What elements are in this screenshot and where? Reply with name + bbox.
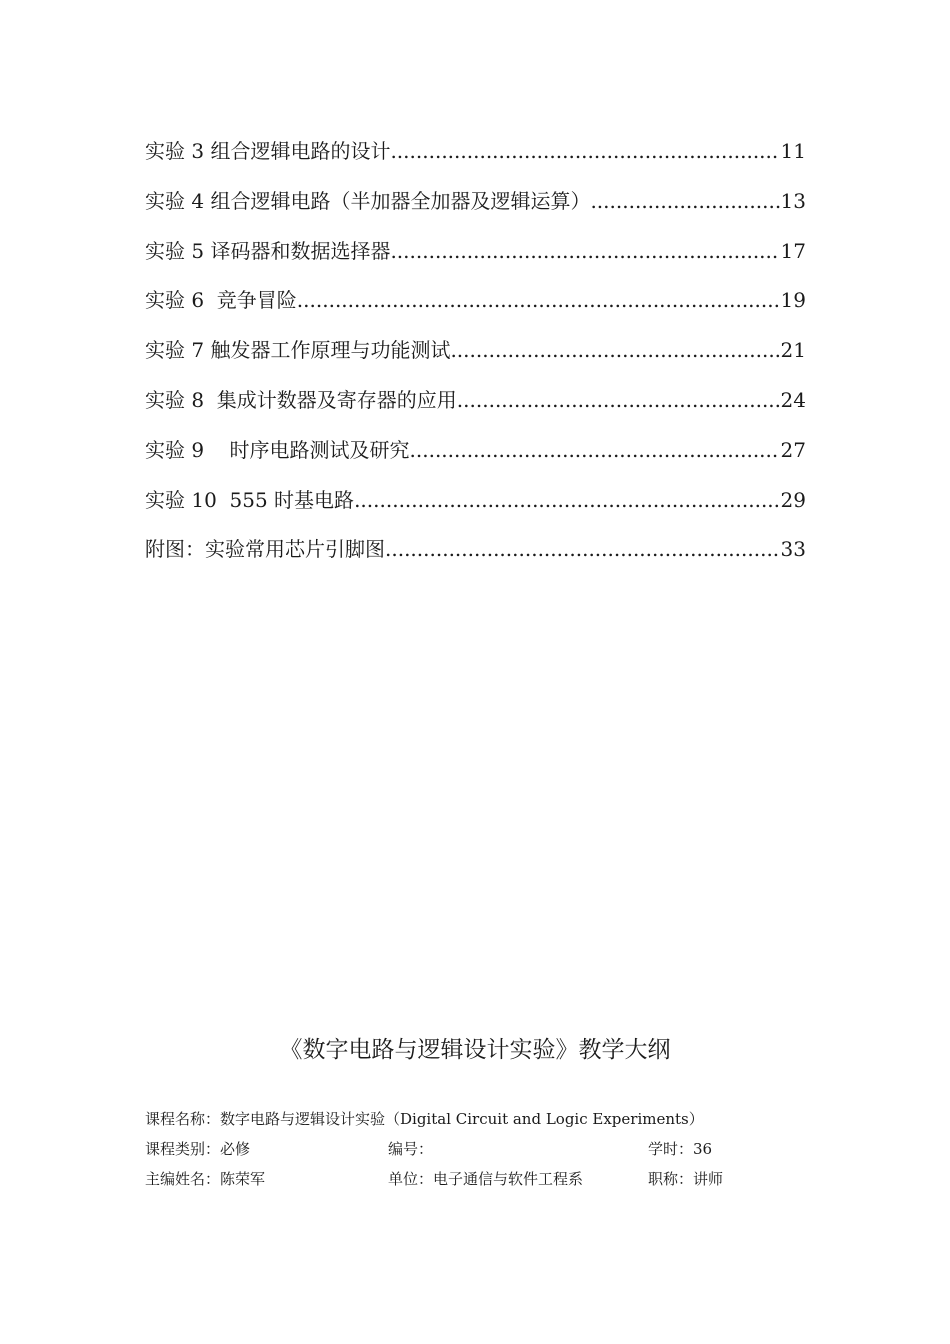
toc-entry[interactable] bbox=[145, 185, 806, 235]
toc-dot-leader bbox=[410, 434, 780, 466]
toc-entry-title: 实验 7 触发器工作原理与功能测试 bbox=[145, 338, 451, 363]
toc-entry-page: 27 bbox=[780, 437, 806, 462]
editor-row bbox=[145, 1168, 845, 1190]
course-type: 课程类别：必修 bbox=[145, 1140, 251, 1158]
toc-entry-title: 实验 4 组合逻辑电路（半加器全加器及逻辑运算） bbox=[145, 188, 591, 213]
toc-entry-title: 实验 5 译码器和数据选择器 bbox=[145, 238, 391, 263]
toc-entry[interactable] bbox=[145, 384, 806, 434]
toc-dot-leader bbox=[385, 533, 780, 565]
toc-dot-leader bbox=[450, 334, 779, 366]
toc-entry-page: 29 bbox=[780, 487, 806, 512]
toc-entry-title: 实验 6 竞争冒险 bbox=[145, 288, 297, 313]
toc-dot-leader bbox=[390, 135, 779, 167]
toc-dot-leader bbox=[297, 284, 780, 316]
toc-entry-page: 11 bbox=[780, 139, 806, 163]
toc-entry[interactable] bbox=[145, 284, 806, 334]
toc-entry-title: 实验 9 时序电路测试及研究 bbox=[145, 437, 410, 462]
table-of-contents bbox=[145, 135, 806, 583]
toc-entry-page: 33 bbox=[780, 537, 806, 562]
course-name: 课程名称：数字电路与逻辑设计实验（Digital Circuit and Logic Experiments） bbox=[145, 1110, 704, 1128]
toc-entry-title: 实验 3 组合逻辑电路的设计 bbox=[145, 139, 391, 163]
toc-entry-page: 13 bbox=[780, 188, 806, 213]
toc-dot-leader bbox=[354, 484, 779, 516]
toc-entry[interactable] bbox=[145, 533, 806, 583]
course-hours: 学时：36 bbox=[648, 1140, 713, 1158]
toc-entry[interactable] bbox=[145, 434, 806, 484]
toc-entry[interactable] bbox=[145, 135, 806, 185]
toc-entry-page: 19 bbox=[780, 288, 806, 313]
editor-unit: 单位：电子通信与软件工程系 bbox=[388, 1170, 584, 1188]
toc-entry[interactable] bbox=[145, 484, 806, 534]
editor-title: 职称：讲师 bbox=[648, 1170, 724, 1188]
toc-entry-title: 实验 8 集成计数器及寄存器的应用 bbox=[145, 387, 457, 412]
toc-dot-leader bbox=[457, 384, 780, 416]
toc-entry-page: 24 bbox=[780, 387, 806, 412]
course-name-row bbox=[145, 1108, 845, 1130]
toc-entry[interactable] bbox=[145, 334, 806, 384]
toc-dot-leader bbox=[390, 235, 779, 267]
toc-dot-leader bbox=[590, 185, 779, 217]
toc-entry-title: 附图：实验常用芯片引脚图 bbox=[145, 537, 385, 562]
course-meta-row bbox=[145, 1138, 845, 1160]
syllabus-title: 《数字电路与逻辑设计实验》教学大纲 bbox=[279, 1037, 671, 1063]
course-code: 编号： bbox=[388, 1140, 434, 1158]
editor-name: 主编姓名：陈荣军 bbox=[145, 1170, 266, 1188]
toc-entry-page: 21 bbox=[780, 338, 806, 363]
toc-entry-page: 17 bbox=[780, 238, 806, 263]
toc-entry[interactable] bbox=[145, 235, 806, 285]
toc-entry-title: 实验 10 555 时基电路 bbox=[145, 487, 355, 512]
